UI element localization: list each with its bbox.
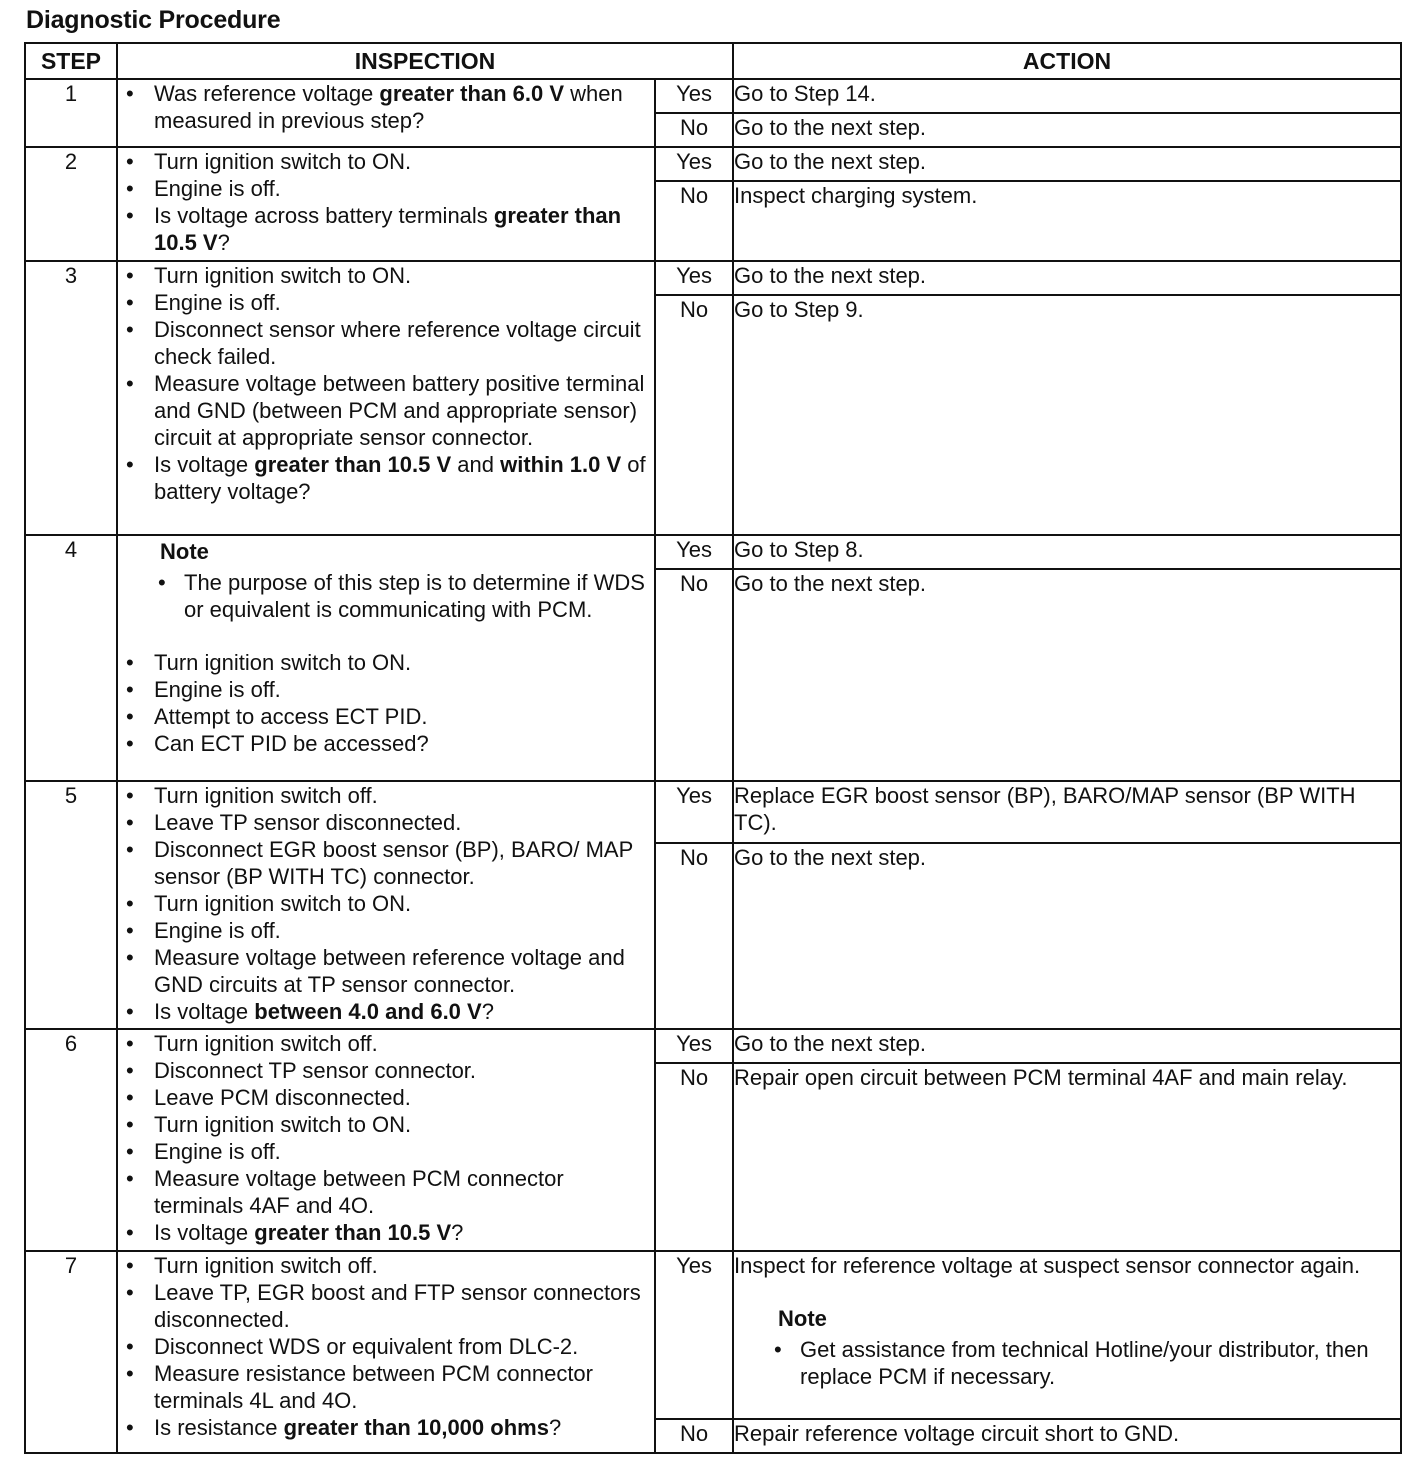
step-number: 6 bbox=[25, 1029, 117, 1251]
step-number: 7 bbox=[25, 1251, 117, 1453]
inspection-item: • Turn ignition switch off. bbox=[154, 1030, 654, 1057]
inspection-item: • Measure voltage between PCM connector terminals 4AF and 4O. bbox=[154, 1165, 654, 1219]
answer-no: No bbox=[655, 1419, 733, 1453]
answer-no: No bbox=[655, 113, 733, 147]
answer-no: No bbox=[655, 1063, 733, 1251]
step-number: 1 bbox=[25, 79, 117, 147]
step-inspection bbox=[117, 535, 655, 781]
answer-yes: Yes bbox=[655, 1251, 733, 1419]
no-action: Go to the next step. bbox=[733, 843, 1401, 1029]
no-action: Go to the next step. bbox=[733, 569, 1401, 781]
step-inspection bbox=[117, 781, 655, 1029]
note-item: • Get assistance from technical Hotline/your distributor, then replace PCM if necessary. bbox=[800, 1336, 1400, 1390]
answer-no: No bbox=[655, 569, 733, 781]
no-action: Repair open circuit between PCM terminal 4AF and main relay. bbox=[733, 1063, 1401, 1251]
inspection-item: • Was reference voltage greater than 6.0 V when measured in previous step? bbox=[154, 80, 654, 134]
no-action: Inspect charging system. bbox=[733, 181, 1401, 261]
inspection-item: • Disconnect WDS or equivalent from DLC-2. bbox=[154, 1333, 654, 1360]
inspection-item: • Engine is off. bbox=[154, 676, 654, 703]
answer-yes: Yes bbox=[655, 79, 733, 113]
inspection-item: • Is voltage greater than 10.5 V? bbox=[154, 1219, 654, 1246]
no-action: Go to the next step. bbox=[733, 113, 1401, 147]
inspection-item: • Disconnect sensor where reference voltage circuit check failed. bbox=[154, 316, 654, 370]
header-step: STEP bbox=[25, 43, 117, 79]
answer-yes: Yes bbox=[655, 147, 733, 181]
inspection-item: • Turn ignition switch off. bbox=[154, 1252, 654, 1279]
no-action: Repair reference voltage circuit short to GND. bbox=[733, 1419, 1401, 1453]
inspection-item: • Leave TP, EGR boost and FTP sensor connectors disconnected. bbox=[154, 1279, 654, 1333]
step-inspection bbox=[117, 147, 655, 261]
inspection-item: • Engine is off. bbox=[154, 289, 654, 316]
inspection-item: • Turn ignition switch to ON. bbox=[154, 890, 654, 917]
inspection-item: • Is voltage across battery terminals greater than 10.5 V? bbox=[154, 202, 654, 256]
inspection-item: • Leave PCM disconnected. bbox=[154, 1084, 654, 1111]
answer-no: No bbox=[655, 295, 733, 535]
inspection-item: • Leave TP sensor disconnected. bbox=[154, 809, 654, 836]
inspection-item: • Can ECT PID be accessed? bbox=[154, 730, 654, 757]
step-1-yes-row bbox=[25, 79, 1401, 113]
step-6-yes-row bbox=[25, 1029, 1401, 1063]
inspection-item: • Is resistance greater than 10,000 ohms? bbox=[154, 1414, 654, 1441]
step-7-yes-row bbox=[25, 1251, 1401, 1419]
answer-yes: Yes bbox=[655, 261, 733, 295]
step-number: 5 bbox=[25, 781, 117, 1029]
inspection-item: • Is voltage between 4.0 and 6.0 V? bbox=[154, 998, 654, 1025]
yes-action-text: Inspect for reference voltage at suspect sensor connector again. bbox=[734, 1253, 1361, 1278]
diagnostic-procedure-table bbox=[24, 42, 1402, 1454]
answer-yes: Yes bbox=[655, 781, 733, 843]
step-number: 2 bbox=[25, 147, 117, 261]
answer-no: No bbox=[655, 181, 733, 261]
inspection-item: • Turn ignition switch to ON. bbox=[154, 649, 654, 676]
inspection-item: • Turn ignition switch to ON. bbox=[154, 1111, 654, 1138]
yes-action: Go to the next step. bbox=[733, 147, 1401, 181]
yes-action bbox=[733, 1251, 1401, 1419]
note-label: Note bbox=[778, 1306, 827, 1331]
inspection-item: • Measure resistance between PCM connector terminals 4L and 4O. bbox=[154, 1360, 654, 1414]
inspection-item: • Engine is off. bbox=[154, 175, 654, 202]
inspection-item: • Turn ignition switch to ON. bbox=[154, 148, 654, 175]
step-number: 4 bbox=[25, 535, 117, 781]
inspection-item: • Disconnect EGR boost sensor (BP), BARO/ MAP sensor (BP WITH TC) connector. bbox=[154, 836, 654, 890]
answer-yes: Yes bbox=[655, 535, 733, 569]
inspection-item: • Turn ignition switch off. bbox=[154, 782, 654, 809]
step-inspection bbox=[117, 261, 655, 535]
page-title: Diagnostic Procedure bbox=[26, 6, 281, 34]
inspection-item: • Is voltage greater than 10.5 V and within 1.0 V of battery voltage? bbox=[154, 451, 654, 505]
inspection-item: • Disconnect TP sensor connector. bbox=[154, 1057, 654, 1084]
header-action: ACTION bbox=[733, 43, 1401, 79]
inspection-item: • Measure voltage between battery positive terminal and GND (between PCM and appropriate sensor) circuit at appropriate sensor connector. bbox=[154, 370, 654, 451]
inspection-item: • Engine is off. bbox=[154, 917, 654, 944]
yes-action: Go to Step 8. bbox=[733, 535, 1401, 569]
header-inspection: INSPECTION bbox=[117, 43, 733, 79]
step-4-yes-row bbox=[25, 535, 1401, 569]
inspection-item: • Turn ignition switch to ON. bbox=[154, 262, 654, 289]
yes-action: Go to Step 14. bbox=[733, 79, 1401, 113]
note-label: Note bbox=[160, 539, 209, 564]
step-inspection bbox=[117, 79, 655, 147]
step-number: 3 bbox=[25, 261, 117, 535]
yes-action: Go to the next step. bbox=[733, 1029, 1401, 1063]
note-item: • The purpose of this step is to determine if WDS or equivalent is communicating with PCM. bbox=[184, 569, 654, 623]
inspection-item: • Measure voltage between reference voltage and GND circuits at TP sensor connector. bbox=[154, 944, 654, 998]
answer-yes: Yes bbox=[655, 1029, 733, 1063]
step-3-yes-row bbox=[25, 261, 1401, 295]
no-action: Go to Step 9. bbox=[733, 295, 1401, 535]
yes-action: Go to the next step. bbox=[733, 261, 1401, 295]
step-5-yes-row bbox=[25, 781, 1401, 843]
inspection-item: • Engine is off. bbox=[154, 1138, 654, 1165]
answer-no: No bbox=[655, 843, 733, 1029]
yes-action: Replace EGR boost sensor (BP), BARO/MAP sensor (BP WITH TC). bbox=[733, 781, 1401, 843]
step-2-yes-row bbox=[25, 147, 1401, 181]
inspection-item: • Attempt to access ECT PID. bbox=[154, 703, 654, 730]
step-inspection bbox=[117, 1029, 655, 1251]
header-row bbox=[25, 43, 1401, 79]
step-inspection bbox=[117, 1251, 655, 1453]
